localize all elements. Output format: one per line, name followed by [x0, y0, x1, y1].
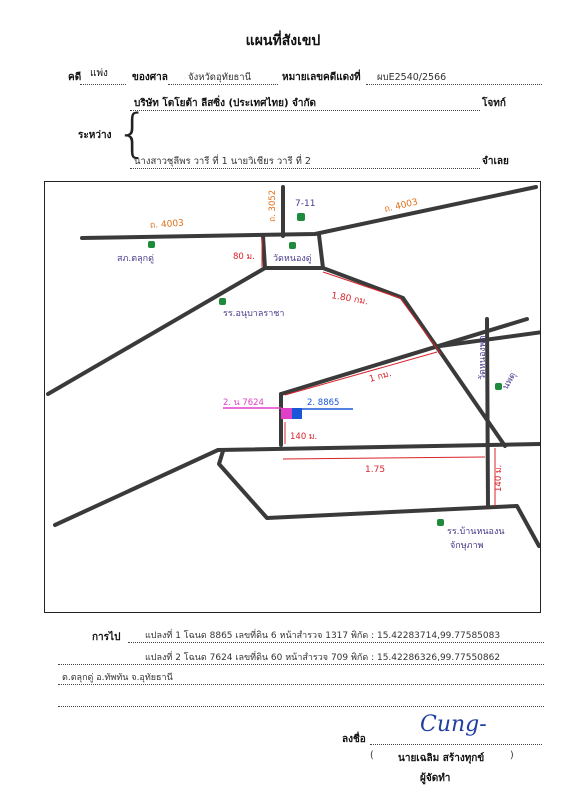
dist-140a-label: 140 ม. — [290, 432, 318, 442]
bank-label: วัดหนองพุด — [478, 335, 488, 380]
school-top-label: รร.อนุบาลราชา — [223, 309, 285, 319]
defendant-role: จำเลย — [482, 156, 509, 167]
dist-1-75-label: 1.75 — [365, 465, 386, 475]
dist-1-80-line — [323, 272, 441, 354]
open-paren: ( — [370, 750, 374, 761]
dotted-line — [58, 684, 544, 685]
shop-7-11 — [295, 199, 315, 221]
plot-1-label: 2. 8865 — [307, 398, 340, 408]
plot-2-label: 2. น 7624 — [223, 398, 264, 408]
sketch-map — [44, 181, 541, 613]
dist-1-label: 1 กม. — [368, 368, 393, 385]
court-label: ของศาล — [132, 72, 168, 83]
dist-1-80-label: 1.80 กม. — [330, 291, 369, 308]
signature-image: Cung- — [420, 712, 487, 737]
map-drawing — [45, 182, 541, 613]
route-line-1: แปลงที่ 1 โฉนด 8865 เลขที่ดิน 6 หน้าสำรวจ 1317 พิกัด : 15.42283714,99.77585083 — [145, 631, 501, 641]
dist-140b-label: 140 ม. — [494, 464, 504, 492]
road-label-4003-left: ถ. 4003 — [149, 218, 185, 231]
plot-2-marker — [281, 408, 292, 419]
dotted-line — [130, 110, 480, 111]
road-east-west — [281, 319, 527, 394]
police-label: สภ.ตลุกดู่ — [117, 254, 154, 264]
road-temple-right — [319, 235, 323, 268]
road-label-3052: ถ. 3052 — [268, 189, 278, 222]
bank — [478, 335, 519, 391]
page-title: แผนที่สังเขป — [245, 33, 321, 49]
dist-1-line — [285, 352, 437, 395]
temple-label: วัดหนองดู่ — [273, 254, 312, 264]
dotted-line — [130, 168, 480, 169]
dotted-line — [58, 706, 544, 707]
defendant-name: นางสาวชุลีพร วารี ที่ 1 นายวิเชียร วารี ที่ 2 — [134, 156, 311, 167]
plaintiff-name: บริษัท โตโยต้า ลีสซิ่ง (ประเทศไทย) จำกัด — [134, 98, 317, 109]
school-bottom-icon — [437, 519, 444, 526]
school-bottom-label-2: จักษุภาพ — [450, 541, 484, 551]
dist-80-label: 80 ม. — [233, 252, 255, 262]
school-bottom-label-1: รร.บ้านหนองน — [447, 527, 505, 537]
case-type: แพ่ง — [90, 68, 108, 79]
dotted-line — [370, 744, 542, 745]
school-bottom — [437, 519, 505, 551]
dotted-line — [80, 84, 126, 85]
route-line-3: ต.ตลุกดู่ อ.ทัพทัน จ.อุทัยธานี — [62, 673, 173, 683]
case-label: คดี — [68, 72, 82, 83]
school-top — [219, 298, 284, 319]
dotted-line — [168, 84, 278, 85]
seven-eleven-icon — [297, 213, 305, 221]
plaintiff-role: โจทก์ — [482, 98, 506, 109]
signer-name: นายเฉลิม สร้างทุกข์ — [398, 753, 485, 764]
seven-eleven-label: 7-11 — [295, 199, 316, 209]
road-label-4003-right: ถ. 4003 — [383, 197, 419, 215]
dotted-line — [58, 664, 544, 665]
road-diagonal-long — [48, 268, 265, 394]
plots — [223, 398, 353, 419]
dotted-line — [128, 642, 544, 643]
road-temple-left — [263, 236, 265, 268]
court-name: จังหวัดอุทัยธานี — [188, 72, 252, 83]
road-temple-east — [265, 268, 505, 446]
road-lower-main — [55, 444, 541, 525]
route-label: การไป — [92, 632, 121, 643]
school-top-icon — [219, 298, 226, 305]
temple — [273, 242, 312, 264]
signer-role: ผู้จัดทำ — [420, 773, 451, 784]
road-network — [48, 187, 541, 546]
temple-icon — [289, 242, 296, 249]
dist-1-75-line — [283, 457, 485, 459]
brace: { — [116, 104, 150, 164]
police-icon — [148, 241, 155, 248]
dotted-line — [366, 84, 542, 85]
plot-1-marker — [292, 408, 302, 419]
route-line-2: แปลงที่ 2 โฉนด 7624 เลขที่ดิน 60 หน้าสำรวจ 709 พิกัด : 15.42286326,99.77550862 — [145, 653, 501, 663]
police-station — [117, 241, 155, 264]
sign-label: ลงชื่อ — [342, 734, 366, 745]
bank-label-2: นพดุ — [500, 370, 519, 392]
close-paren: ) — [510, 750, 514, 761]
between-label: ระหว่าง — [78, 130, 112, 141]
red-no-value: ผบE2540/2566 — [377, 72, 447, 83]
red-no-label: หมายเลขคดีแดงที่ — [282, 72, 361, 83]
